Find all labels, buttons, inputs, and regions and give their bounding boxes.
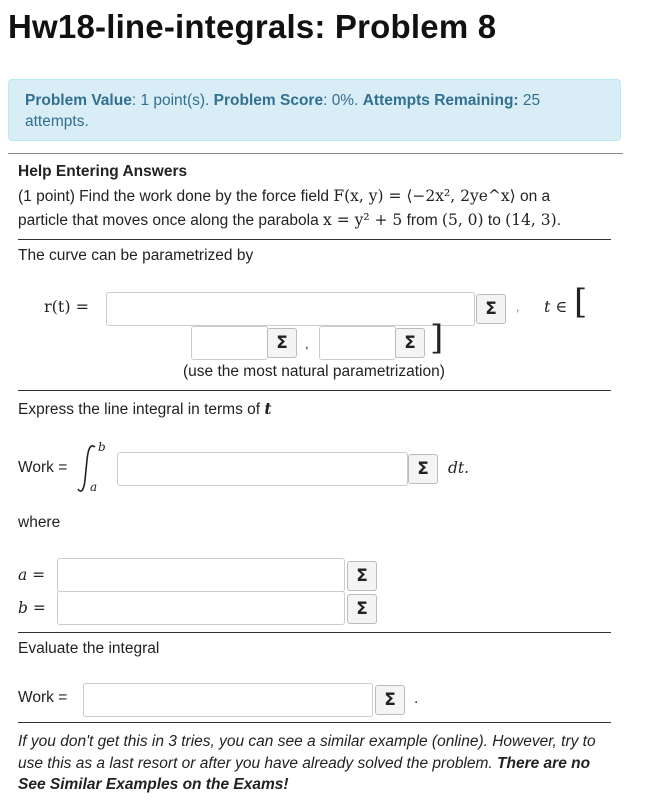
integrand-input[interactable] [117,452,408,486]
parametrization-note: (use the most natural parametrization) [183,363,445,380]
problem-statement-line1 [18,187,550,206]
problem-value-text: : 1 point(s). [131,92,214,109]
parabola-formula: x = y² + 5 [323,211,403,229]
force-field-formula: F(x, y) = ⟨−2x², 2ye^x⟩ [333,187,516,205]
page-title: Hw18-line-integrals: Problem 8 [8,8,497,45]
start-point: (5, 0) [441,211,484,229]
problem-text: on a [515,188,551,205]
r-of-t-input[interactable] [106,292,475,326]
attempts-remaining-label: Attempts Remaining: [362,92,519,109]
problem-text: from [402,212,442,229]
comma-separator: , [516,300,520,314]
integral-lower-limit: a [90,480,98,494]
footer-text: If you don't get this in 3 tries, you can see a similar example (online). However, try to use this as a last resort or after you have already solved the problem. [18,733,596,772]
problem-statement-line2 [18,211,561,230]
problem-score-text: : 0%. [323,92,363,109]
divider [18,239,611,240]
footer-warning: There are no See Similar Examples on the Exams! [18,754,591,793]
a-label: a = [18,566,46,584]
t-variable: t [264,399,272,418]
t-start-input[interactable] [191,326,268,360]
divider [8,153,623,154]
prompt-text: Express the line integral in terms of [18,401,261,418]
parametrize-prompt: The curve can be parametrized by [18,247,254,264]
evaluate-prompt: Evaluate the integral [18,640,160,657]
help-entering-answers-link[interactable]: Help Entering Answers [18,163,188,180]
period: . [414,690,419,707]
end-point: (14, 3) [505,211,557,229]
r-of-t-label: r(t) = [44,297,90,316]
problem-text: . [556,212,561,229]
a-input[interactable] [57,558,345,592]
equation-editor-icon[interactable]: Σ [347,561,377,591]
t-end-input[interactable] [319,326,396,360]
work-total-label: Work = [18,689,68,706]
where-label: where [18,514,61,531]
dt-label: dt. [448,459,470,477]
problem-value-label: Problem Value [25,92,132,109]
right-bracket: ] [430,318,444,358]
left-bracket: [ [574,282,588,322]
equation-editor-icon[interactable]: Σ [408,454,438,484]
interval-comma: , [305,336,309,351]
equation-editor-icon[interactable]: Σ [375,685,405,715]
t-in-label: t ∈ [544,297,568,316]
attempts-remaining-text: 25 attempts. [25,92,541,130]
equation-editor-icon[interactable]: Σ [395,328,425,358]
divider [18,722,611,723]
equation-editor-icon[interactable]: Σ [267,328,297,358]
problem-score-label: Problem Score [213,92,324,109]
problem-info-alert [8,79,621,141]
problem-text: to [483,212,506,229]
divider [18,632,611,633]
line-integral-prompt [18,399,272,419]
equation-editor-icon[interactable]: Σ [347,594,377,624]
footer-note [18,731,618,796]
integral-upper-limit: b [98,440,106,454]
work-label: Work = [18,459,68,476]
problem-text: (1 point) Find the work done by the force field [18,188,334,205]
equation-editor-icon[interactable]: Σ [476,294,506,324]
work-total-input[interactable] [83,683,373,717]
problem-text: particle that moves once along the parabola [18,212,324,229]
divider [18,390,611,391]
b-label: b = [18,599,46,617]
b-input[interactable] [57,591,345,625]
